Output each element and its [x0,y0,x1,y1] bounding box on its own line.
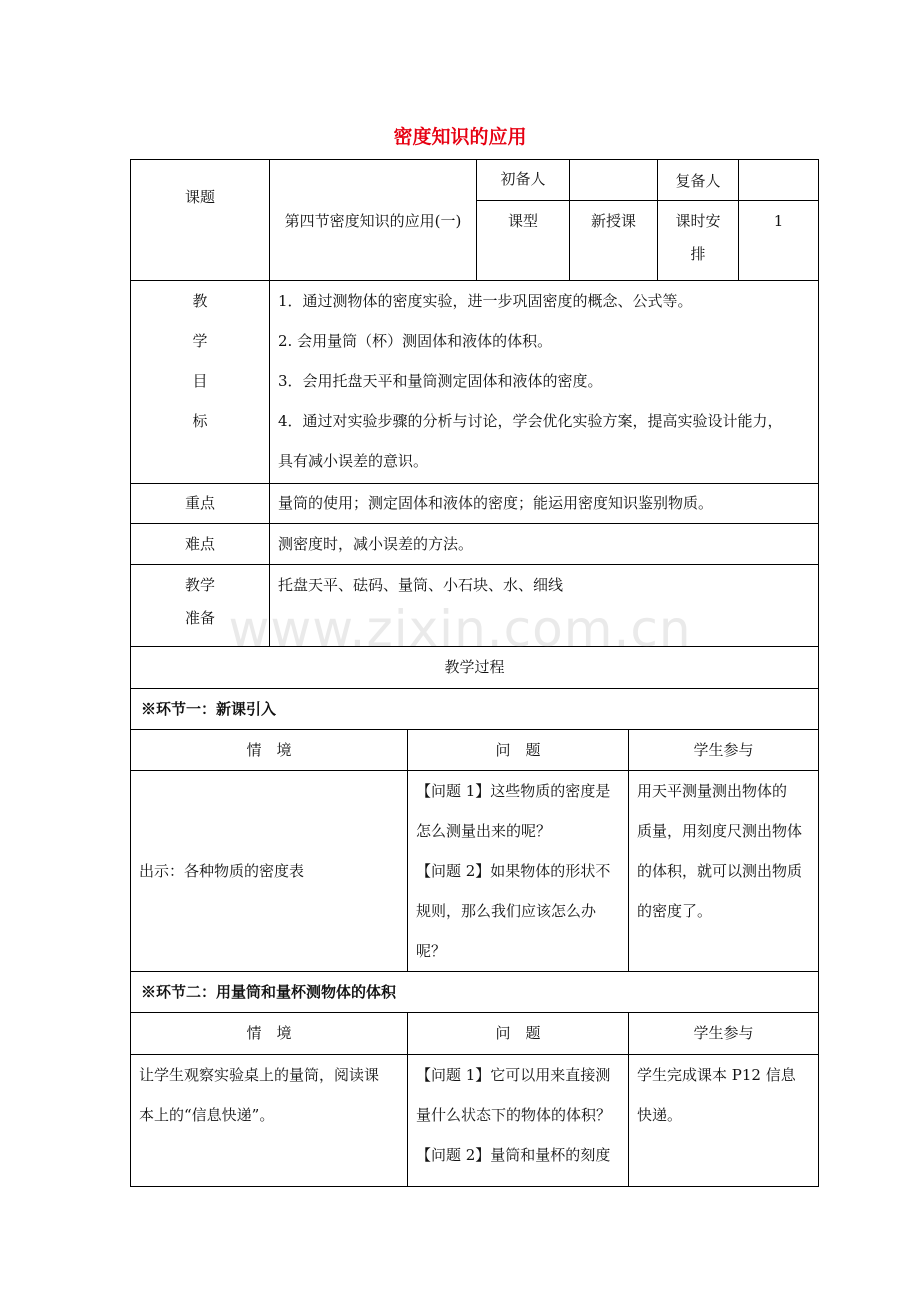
period-label-line1: 课时安 [675,212,721,230]
goal-item: 1．通过测物体的密度实验，进一步巩固密度的概念、公式等。 [278,292,693,310]
period-value: 1 [739,201,819,281]
section2-title: ※环节二：用量筒和量杯测物体的体积 [131,972,819,1013]
goals-label-char: 标 [192,412,208,430]
student-line: 快递。 [637,1106,683,1124]
question-line: 【问题 2】量筒和量杯的刻度 [416,1146,611,1164]
lesson-info-table [130,159,819,647]
topic-label: 课题 [131,160,270,281]
question-line: 【问题 1】它可以用来直接测 [416,1066,611,1084]
initial-preparer-value [570,160,658,201]
process-title: 教学过程 [131,647,819,689]
section2-student [629,1055,819,1187]
column-student: 学生参与 [629,1013,819,1055]
column-situation: 情 境 [131,730,408,771]
student-line: 质量，用刻度尺测出物体 [637,822,803,840]
question-line: 怎么测量出来的呢？ [416,822,552,840]
student-line: 用天平测量测出物体的 [637,782,788,800]
question-line: 量什么状态下的物体的体积？ [416,1106,612,1124]
preparation-label-line2: 准备 [184,609,215,627]
column-question: 问 题 [408,730,629,771]
section1-situation: 出示：各种物质的密度表 [131,771,408,972]
goal-item: 4．通过对实验步骤的分析与讨论，学会优化实验方案，提高实验设计能力， [278,412,783,430]
key-points-label: 重点 [131,484,270,524]
section1-student [629,771,819,972]
preparation-value: 托盘天平、砝码、量筒、小石块、水、细线 [270,565,819,647]
section1-title: ※环节一：新课引入 [131,689,819,730]
section1-question [408,771,629,972]
goal-item: 具有减小误差的意识。 [278,452,429,470]
situation-line: 让学生观察实验桌上的量筒，阅读课 [139,1066,380,1084]
goals-label [131,281,270,484]
difficulty-value: 测密度时，减小误差的方法。 [270,524,819,565]
key-points-value: 量筒的使用；测定固体和液体的密度；能运用密度知识鉴别物质。 [270,484,819,524]
goals-label-char: 教 [192,292,208,310]
student-line: 的密度了。 [637,902,713,920]
question-line: 【问题 2】如果物体的形状不 [416,862,611,880]
goals-label-char: 目 [192,372,208,390]
question-line: 【问题 1】这些物质的密度是 [416,782,611,800]
situation-line: 本上的“信息快递”。 [139,1106,275,1124]
question-line: 呢？ [416,942,447,960]
watermark: www.zixin.com.cn [228,600,692,658]
section2-situation [131,1055,408,1187]
topic-value: 第四节密度知识的应用(一) [270,160,477,281]
goal-item: 2. 会用量筒（杯）测固体和液体的体积。 [278,332,553,350]
column-question: 问 题 [408,1013,629,1055]
column-situation: 情 境 [131,1013,408,1055]
goals-content [270,281,819,484]
preparation-label-line1: 教学 [184,576,215,594]
period-label-line2: 排 [690,245,706,263]
teaching-process-table [130,646,819,1187]
review-preparer-label: 复备人 [658,160,739,201]
period-label [658,201,739,281]
section2-question [408,1055,629,1187]
lesson-type-label: 课型 [477,201,570,281]
document-title: 密度知识的应用 [393,126,527,148]
preparation-label [131,565,270,647]
goal-item: 3．会用托盘天平和量筒测定固体和液体的密度。 [278,372,603,390]
student-line: 的体积，就可以测出物质 [637,862,803,880]
lesson-type-value: 新授课 [570,201,658,281]
difficulty-label: 难点 [131,524,270,565]
review-preparer-value [739,160,819,201]
initial-preparer-label: 初备人 [477,160,570,201]
column-student: 学生参与 [629,730,819,771]
goals-label-char: 学 [192,332,208,350]
question-line: 规则，那么我们应该怎么办 [416,902,597,920]
student-line: 学生完成课本 P12 信息 [637,1066,796,1084]
